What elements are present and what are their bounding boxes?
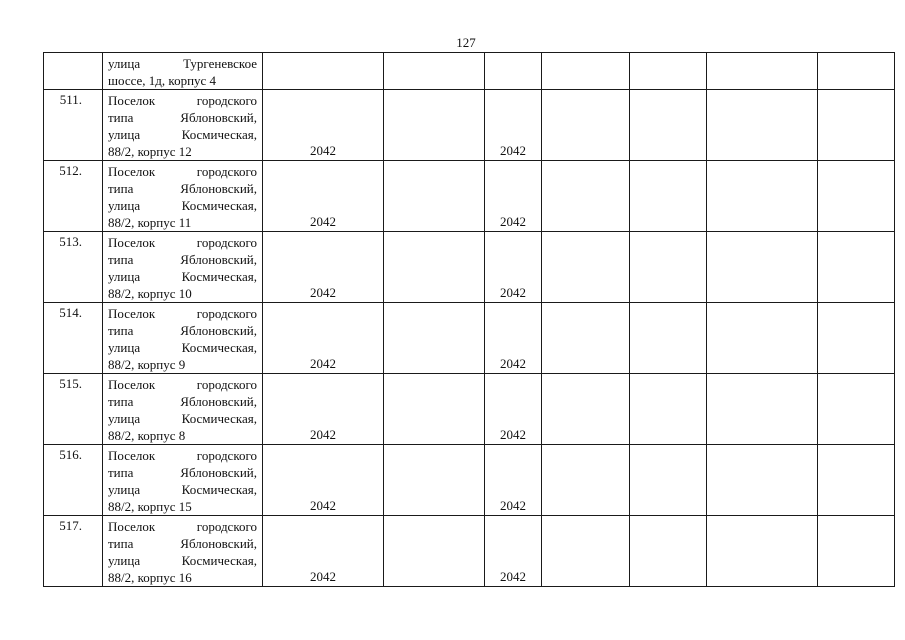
empty-cell xyxy=(818,90,895,161)
address-line: Поселок городского xyxy=(108,164,257,179)
empty-cell xyxy=(818,445,895,516)
year-cell: 2042 xyxy=(263,374,384,445)
address-line: улица Космическая, xyxy=(108,411,257,426)
empty-cell xyxy=(542,374,630,445)
empty-cell xyxy=(630,303,707,374)
empty-cell xyxy=(384,516,485,587)
table-body xyxy=(44,53,895,587)
address-line: типа Яблоновский, xyxy=(108,536,257,551)
year-cell: 2042 xyxy=(263,90,384,161)
empty-cell xyxy=(630,516,707,587)
address-cell xyxy=(103,161,263,232)
empty-cell xyxy=(542,53,630,90)
table-row xyxy=(44,303,895,374)
empty-cell xyxy=(384,232,485,303)
address-line: типа Яблоновский, xyxy=(108,394,257,409)
empty-cell xyxy=(630,161,707,232)
address-line: 88/2, корпус 8 xyxy=(108,428,186,443)
address-line: Поселок городского xyxy=(108,235,257,250)
year-cell: 2042 xyxy=(485,161,542,232)
row-number-cell: 514. xyxy=(44,303,103,374)
empty-cell xyxy=(384,374,485,445)
year-cell: 2042 xyxy=(263,161,384,232)
year-cell: 2042 xyxy=(263,232,384,303)
address-cell xyxy=(103,90,263,161)
address-line: улица Космическая, xyxy=(108,482,257,497)
address-line: Поселок городского xyxy=(108,519,257,534)
address-line: 88/2, корпус 12 xyxy=(108,144,192,159)
empty-cell xyxy=(707,232,818,303)
year-cell: 2042 xyxy=(485,232,542,303)
empty-cell xyxy=(630,232,707,303)
year-cell xyxy=(263,53,384,90)
empty-cell xyxy=(707,303,818,374)
empty-cell xyxy=(707,374,818,445)
table-row xyxy=(44,161,895,232)
year-cell: 2042 xyxy=(485,374,542,445)
address-line: типа Яблоновский, xyxy=(108,323,257,338)
empty-cell xyxy=(818,303,895,374)
address-line: 88/2, корпус 9 xyxy=(108,357,186,372)
address-cell xyxy=(103,445,263,516)
empty-cell xyxy=(384,90,485,161)
address-cell xyxy=(103,374,263,445)
table-row xyxy=(44,232,895,303)
table-row xyxy=(44,374,895,445)
empty-cell xyxy=(707,516,818,587)
empty-cell xyxy=(818,232,895,303)
address-line: типа Яблоновский, xyxy=(108,465,257,480)
empty-cell xyxy=(707,90,818,161)
table-row xyxy=(44,53,895,90)
row-number-cell: 513. xyxy=(44,232,103,303)
row-number-cell: 512. xyxy=(44,161,103,232)
address-line: улица Тургеневское xyxy=(108,56,257,71)
year-cell xyxy=(485,53,542,90)
empty-cell xyxy=(542,445,630,516)
table-row xyxy=(44,516,895,587)
year-cell: 2042 xyxy=(485,303,542,374)
year-cell: 2042 xyxy=(485,445,542,516)
empty-cell xyxy=(384,445,485,516)
empty-cell xyxy=(707,445,818,516)
empty-cell xyxy=(630,374,707,445)
address-line: улица Космическая, xyxy=(108,198,257,213)
address-line: Поселок городского xyxy=(108,448,257,463)
year-cell: 2042 xyxy=(485,90,542,161)
address-cell xyxy=(103,232,263,303)
empty-cell xyxy=(384,161,485,232)
empty-cell xyxy=(542,161,630,232)
address-line: типа Яблоновский, xyxy=(108,110,257,125)
address-line: улица Космическая, xyxy=(108,269,257,284)
empty-cell xyxy=(707,161,818,232)
empty-cell xyxy=(630,90,707,161)
address-line: улица Космическая, xyxy=(108,340,257,355)
empty-cell xyxy=(542,232,630,303)
address-line: улица Космическая, xyxy=(108,127,257,142)
address-cell xyxy=(103,53,263,90)
table-row xyxy=(44,445,895,516)
empty-cell xyxy=(818,374,895,445)
year-cell: 2042 xyxy=(263,445,384,516)
address-line: шоссе, 1д, корпус 4 xyxy=(108,73,217,88)
year-cell: 2042 xyxy=(485,516,542,587)
empty-cell xyxy=(707,53,818,90)
empty-cell xyxy=(630,53,707,90)
empty-cell xyxy=(542,90,630,161)
row-number-cell: 515. xyxy=(44,374,103,445)
address-line: типа Яблоновский, xyxy=(108,181,257,196)
address-line: Поселок городского xyxy=(108,93,257,108)
address-line: 88/2, корпус 10 xyxy=(108,286,192,301)
address-line: 88/2, корпус 11 xyxy=(108,215,192,230)
row-number-cell: 517. xyxy=(44,516,103,587)
address-cell xyxy=(103,303,263,374)
row-number-cell: 516. xyxy=(44,445,103,516)
empty-cell xyxy=(542,516,630,587)
row-number-cell: 511. xyxy=(44,90,103,161)
empty-cell xyxy=(630,445,707,516)
table-row xyxy=(44,90,895,161)
address-line: 88/2, корпус 16 xyxy=(108,570,192,585)
empty-cell xyxy=(384,303,485,374)
address-line: 88/2, корпус 15 xyxy=(108,499,192,514)
address-line: Поселок городского xyxy=(108,377,257,392)
address-line: Поселок городского xyxy=(108,306,257,321)
address-cell xyxy=(103,516,263,587)
empty-cell xyxy=(384,53,485,90)
page-number: 127 xyxy=(456,35,476,50)
empty-cell xyxy=(542,303,630,374)
address-line: улица Космическая, xyxy=(108,553,257,568)
address-line: типа Яблоновский, xyxy=(108,252,257,267)
empty-cell xyxy=(818,161,895,232)
empty-cell xyxy=(818,516,895,587)
housing-registry-table xyxy=(43,52,895,587)
year-cell: 2042 xyxy=(263,516,384,587)
row-number-cell xyxy=(44,53,103,90)
empty-cell xyxy=(818,53,895,90)
year-cell: 2042 xyxy=(263,303,384,374)
